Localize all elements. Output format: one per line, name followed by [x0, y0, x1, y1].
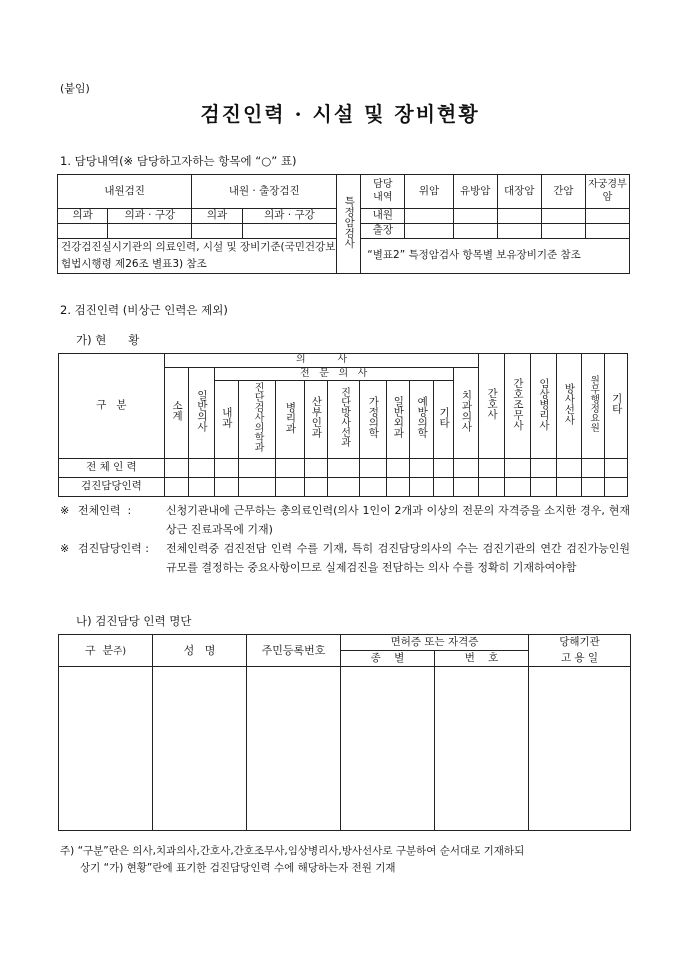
- count-cell[interactable]: [582, 478, 605, 497]
- count-cell[interactable]: [386, 478, 409, 497]
- count-cell[interactable]: [434, 478, 453, 497]
- count-cell[interactable]: [305, 478, 327, 497]
- col-employ-date: 고 용 일: [529, 651, 631, 667]
- roster-cell[interactable]: [59, 667, 153, 831]
- note-text: 신청기관내에 근무하는 총의료인력(의사 1인이 2개과 이상의 전문의 자격증을 소지한 경우, 현재 상근 진료과목에 기재): [166, 504, 630, 536]
- notes: [60, 501, 630, 577]
- row-label-exam: 검진담당인력: [59, 478, 165, 497]
- count-cell[interactable]: [164, 478, 188, 497]
- count-cell[interactable]: [409, 459, 433, 478]
- check-cell[interactable]: [242, 224, 336, 239]
- check-cell[interactable]: [405, 209, 453, 224]
- count-cell[interactable]: [504, 459, 530, 478]
- col-other-specialty: 기타: [434, 381, 453, 459]
- assigned-label: 담당 내역: [361, 175, 405, 209]
- col-nurse-aide: 간호조무사: [504, 354, 530, 459]
- count-cell[interactable]: [605, 478, 628, 497]
- specialist-header: 전 문 의 사: [214, 367, 453, 381]
- col-category: 구 분주): [59, 635, 153, 667]
- section2-heading: 2. 검진인력 (비상근 인력은 제외): [60, 303, 228, 317]
- count-cell[interactable]: [164, 459, 188, 478]
- count-cell[interactable]: [453, 459, 479, 478]
- inhouse-outreach-header: 내원 · 출장검진: [192, 175, 337, 209]
- count-cell[interactable]: [479, 478, 504, 497]
- check-cell[interactable]: [108, 224, 192, 239]
- count-cell[interactable]: [189, 478, 214, 497]
- note-mark: ※: [60, 504, 70, 517]
- col-admin: 원무행정요원: [582, 354, 605, 459]
- count-cell[interactable]: [605, 459, 628, 478]
- roster-table: [58, 634, 631, 831]
- roster-cell[interactable]: [153, 667, 247, 831]
- col-radiographer: 방사선사: [556, 354, 581, 459]
- col-license-no: 번 호: [435, 651, 529, 667]
- count-cell[interactable]: [214, 459, 238, 478]
- cancer-type: 간암: [541, 175, 585, 209]
- count-cell[interactable]: [239, 459, 276, 478]
- check-cell[interactable]: [453, 209, 497, 224]
- footnote-line-1: 주) “구분”란은 의사,치과의사,간호사,간호조무사,임상병리사,방사선사로 구분하여 순서대로 기재하되: [60, 845, 525, 857]
- check-cell[interactable]: [58, 224, 108, 239]
- col-resident-no: 주민등록번호: [247, 635, 341, 667]
- check-cell[interactable]: [541, 209, 585, 224]
- sub-header: 의과: [58, 209, 108, 224]
- row-label: 내원: [361, 209, 405, 224]
- roster-cell[interactable]: [247, 667, 341, 831]
- note-total-staff: [60, 501, 630, 539]
- assignment-table: [57, 174, 630, 274]
- count-cell[interactable]: [434, 459, 453, 478]
- count-cell[interactable]: [531, 459, 556, 478]
- count-cell[interactable]: [556, 478, 581, 497]
- roster-subheading: 나) 검진담당 인력 명단: [76, 614, 192, 628]
- count-cell[interactable]: [327, 478, 360, 497]
- count-cell[interactable]: [409, 478, 433, 497]
- count-cell[interactable]: [582, 459, 605, 478]
- col-subtotal: 소계: [164, 367, 188, 459]
- check-cell[interactable]: [585, 224, 629, 239]
- inhouse-exam-header: 내원검진: [58, 175, 192, 209]
- note-exam-staff: [60, 539, 630, 577]
- table-row: [59, 459, 628, 478]
- sub-header: 의과: [192, 209, 242, 224]
- cancer-type: 유방암: [453, 175, 497, 209]
- count-cell[interactable]: [360, 459, 386, 478]
- count-cell[interactable]: [327, 459, 360, 478]
- count-cell[interactable]: [275, 478, 305, 497]
- col-internal-medicine: 내과: [214, 381, 238, 459]
- cancer-equipment-note: “별표2” 특정암검사 항목별 보유장비기준 참조: [361, 239, 630, 274]
- col-general-surgery: 일반외과: [386, 381, 409, 459]
- cancer-type: 위암: [405, 175, 453, 209]
- count-cell[interactable]: [556, 459, 581, 478]
- cancer-type: 자궁경부암: [585, 175, 629, 209]
- roster-cell[interactable]: [435, 667, 529, 831]
- row-label: 출장: [361, 224, 405, 239]
- table-row: [59, 478, 628, 497]
- section1-heading: 1. 담당내역(※ 담당하고자하는 항목에 “○” 표): [60, 154, 297, 168]
- attachment-label: (붙임): [60, 82, 90, 95]
- count-cell[interactable]: [531, 478, 556, 497]
- col-lab-medicine: 진단검사의학과: [239, 381, 276, 459]
- note-text: 전체인력중 검진전담 인력 수를 기재, 특히 검진담당의사의 수는 검진기관의 연간 검진가능인원 규모를 결정하는 중요사항이므로 실제검진을 전담하는 의사 수를 정확히 기재하여야함: [166, 542, 630, 574]
- count-cell[interactable]: [214, 478, 238, 497]
- row-label-total: 전 체 인 력: [59, 459, 165, 478]
- note-label: 전체인력 :: [78, 504, 135, 517]
- check-cell[interactable]: [192, 224, 242, 239]
- col-employ-top: 당해기관: [529, 635, 631, 651]
- col-general-doctor: 일반의사: [189, 367, 214, 459]
- col-lab-tech: 임상병리사: [531, 354, 556, 459]
- col-pathology: 병리과: [275, 381, 305, 459]
- count-cell[interactable]: [453, 478, 479, 497]
- check-cell[interactable]: [541, 224, 585, 239]
- check-cell[interactable]: [497, 224, 541, 239]
- check-cell[interactable]: [497, 209, 541, 224]
- status-subheading: 가) 현 황: [76, 333, 140, 347]
- note-label: 검진담당인력 :: [78, 542, 153, 555]
- roster-cell[interactable]: [341, 667, 435, 831]
- note-mark: ※: [60, 542, 70, 555]
- count-cell[interactable]: [275, 459, 305, 478]
- col-license-group: 면허증 또는 자격증: [341, 635, 529, 651]
- staff-status-table: [58, 353, 628, 497]
- sub-header: 의과 · 구강: [242, 209, 336, 224]
- check-cell[interactable]: [453, 224, 497, 239]
- footnote-line-2: 상기 “가) 현황”란에 표기한 검진담당인력 수에 해당하는자 전원 기재: [80, 862, 396, 874]
- count-cell[interactable]: [189, 459, 214, 478]
- col-obgyn: 산부인과: [305, 381, 327, 459]
- roster-cell[interactable]: [529, 667, 631, 831]
- check-cell[interactable]: [405, 224, 453, 239]
- count-cell[interactable]: [504, 478, 530, 497]
- cancer-type: 대장암: [497, 175, 541, 209]
- doctor-header: 의 사: [164, 354, 478, 368]
- count-cell[interactable]: [479, 459, 504, 478]
- count-cell[interactable]: [360, 478, 386, 497]
- count-cell[interactable]: [305, 459, 327, 478]
- count-cell[interactable]: [386, 459, 409, 478]
- sub-header: 의과 · 구강: [108, 209, 192, 224]
- col-radiology: 진단방사선과: [327, 381, 360, 459]
- page-title: 검진인력 · 시설 및 장비현황: [200, 102, 480, 126]
- col-other-staff: 기타: [605, 354, 628, 459]
- col-dentist: 치과의사: [453, 367, 479, 459]
- table-row: [59, 667, 631, 831]
- col-family-medicine: 가정의학: [360, 381, 386, 459]
- col-name: 성 명: [153, 635, 247, 667]
- cancer-exam-label: 특정암검사: [337, 175, 361, 274]
- category-header: 구 분: [59, 354, 165, 459]
- col-preventive-medicine: 예방의학: [409, 381, 433, 459]
- equipment-standard-note: 건강검진실시기관의 의료인력, 시설 및 장비기준(국민건강보험법시행령 제26조 별표3) 참조: [58, 239, 337, 274]
- col-nurse: 간호사: [479, 354, 504, 459]
- col-license-type: 종 별: [341, 651, 435, 667]
- check-cell[interactable]: [585, 209, 629, 224]
- count-cell[interactable]: [239, 478, 276, 497]
